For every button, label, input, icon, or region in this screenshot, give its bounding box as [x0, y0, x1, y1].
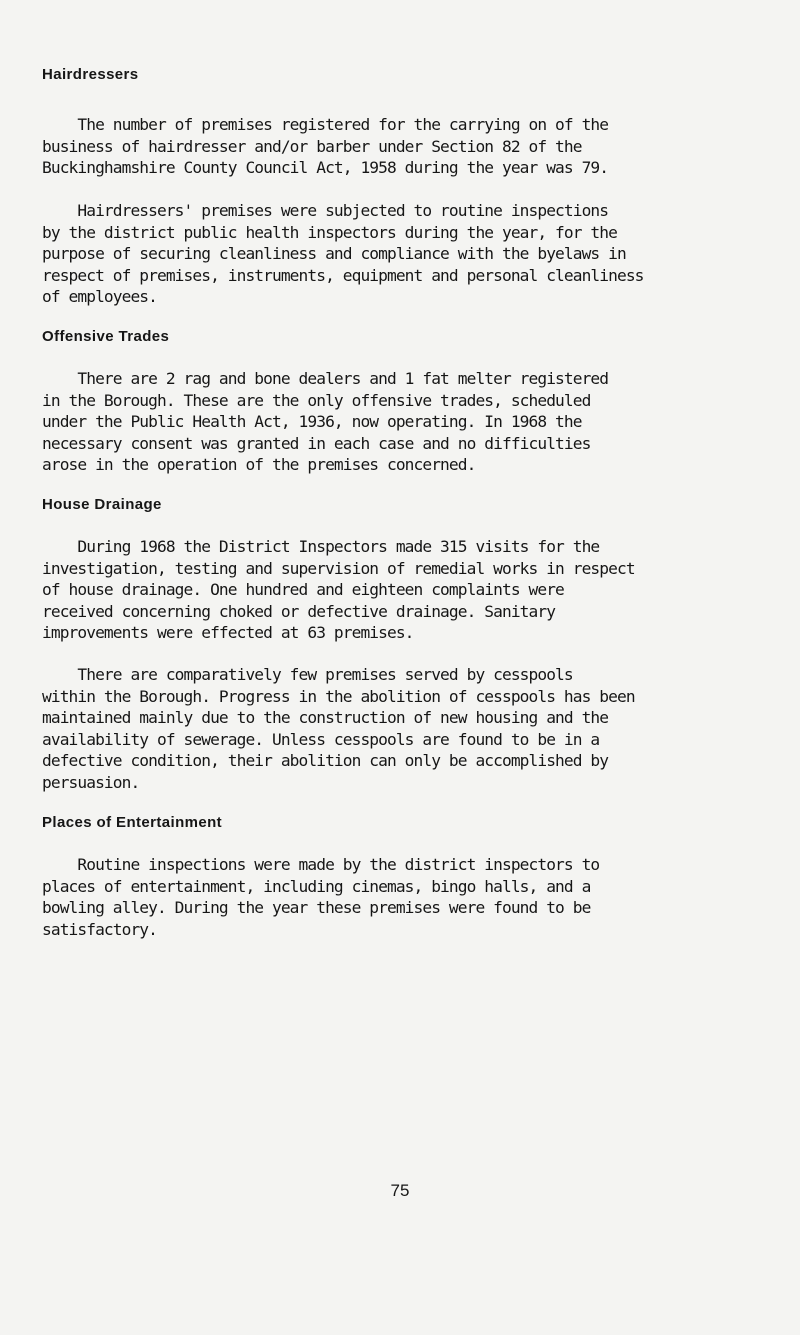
- text-line: maintained mainly due to the construction of new housing and the: [42, 708, 609, 727]
- text-line: of house drainage. One hundred and eighteen complaints were: [42, 580, 564, 599]
- text-line: under the Public Health Act, 1936, now operating. In 1968 the: [42, 412, 582, 431]
- section-heading-offensive-trades: Offensive Trades: [42, 328, 170, 345]
- section-heading-hairdressers: Hairdressers: [42, 66, 139, 83]
- text-line: defective condition, their abolition can only be accomplished by: [42, 751, 609, 770]
- text-line: bowling alley. During the year these premises were found to be: [42, 898, 591, 917]
- text-line: places of entertainment, including cinemas, bingo halls, and a: [42, 876, 591, 896]
- text-line: The number of premises registered for the carrying on of the: [42, 115, 609, 134]
- paragraph-hairdressers-2: [42, 200, 782, 308]
- paragraph-hairdressers-1: [42, 114, 782, 179]
- text-line: purpose of securing cleanliness and compliance with the byelaws in: [42, 244, 626, 263]
- text-line: received concerning choked or defective drainage. Sanitary: [42, 601, 556, 621]
- paragraph-offensive-trades: [42, 368, 782, 476]
- paragraph-house-drainage-1: [42, 536, 782, 644]
- paragraph-places-of-entertainment: [42, 854, 782, 940]
- text-line: availability of sewerage. Unless cesspools are found to be in a: [42, 729, 600, 749]
- text-line: persuasion.: [42, 772, 140, 792]
- text-line: business of hairdresser and/or barber under Section 82 of the: [42, 136, 582, 156]
- text-line: necessary consent was granted in each case and no difficulties: [42, 433, 591, 453]
- page-number: 75: [390, 1181, 410, 1200]
- section-heading-house-drainage: House Drainage: [42, 496, 162, 513]
- text-line: respect of premises, instruments, equipment and personal cleanliness: [42, 265, 644, 285]
- text-line: Routine inspections were made by the district inspectors to: [42, 855, 600, 874]
- text-line: arose in the operation of the premises concerned.: [42, 455, 476, 474]
- text-line: within the Borough. Progress in the abolition of cesspools has been: [42, 686, 635, 706]
- text-line: in the Borough. These are the only offensive trades, scheduled: [42, 390, 591, 410]
- text-line: of employees.: [42, 287, 157, 306]
- text-line: Hairdressers' premises were subjected to routine inspections: [42, 201, 609, 220]
- text-line: There are 2 rag and bone dealers and 1 fat melter registered: [42, 369, 609, 388]
- text-line: improvements were effected at 63 premises.: [42, 623, 414, 642]
- text-line: There are comparatively few premises served by cesspools: [42, 665, 573, 684]
- paragraph-house-drainage-2: [42, 664, 782, 793]
- text-line: satisfactory.: [42, 919, 157, 939]
- section-heading-places-of-entertainment: Places of Entertainment: [42, 814, 223, 831]
- text-line: investigation, testing and supervision of remedial works in respect: [42, 558, 635, 578]
- text-line: Buckinghamshire County Council Act, 1958 during the year was 79.: [42, 158, 609, 177]
- text-line: by the district public health inspectors during the year, for the: [42, 222, 617, 242]
- text-line: During 1968 the District Inspectors made 315 visits for the: [42, 537, 600, 556]
